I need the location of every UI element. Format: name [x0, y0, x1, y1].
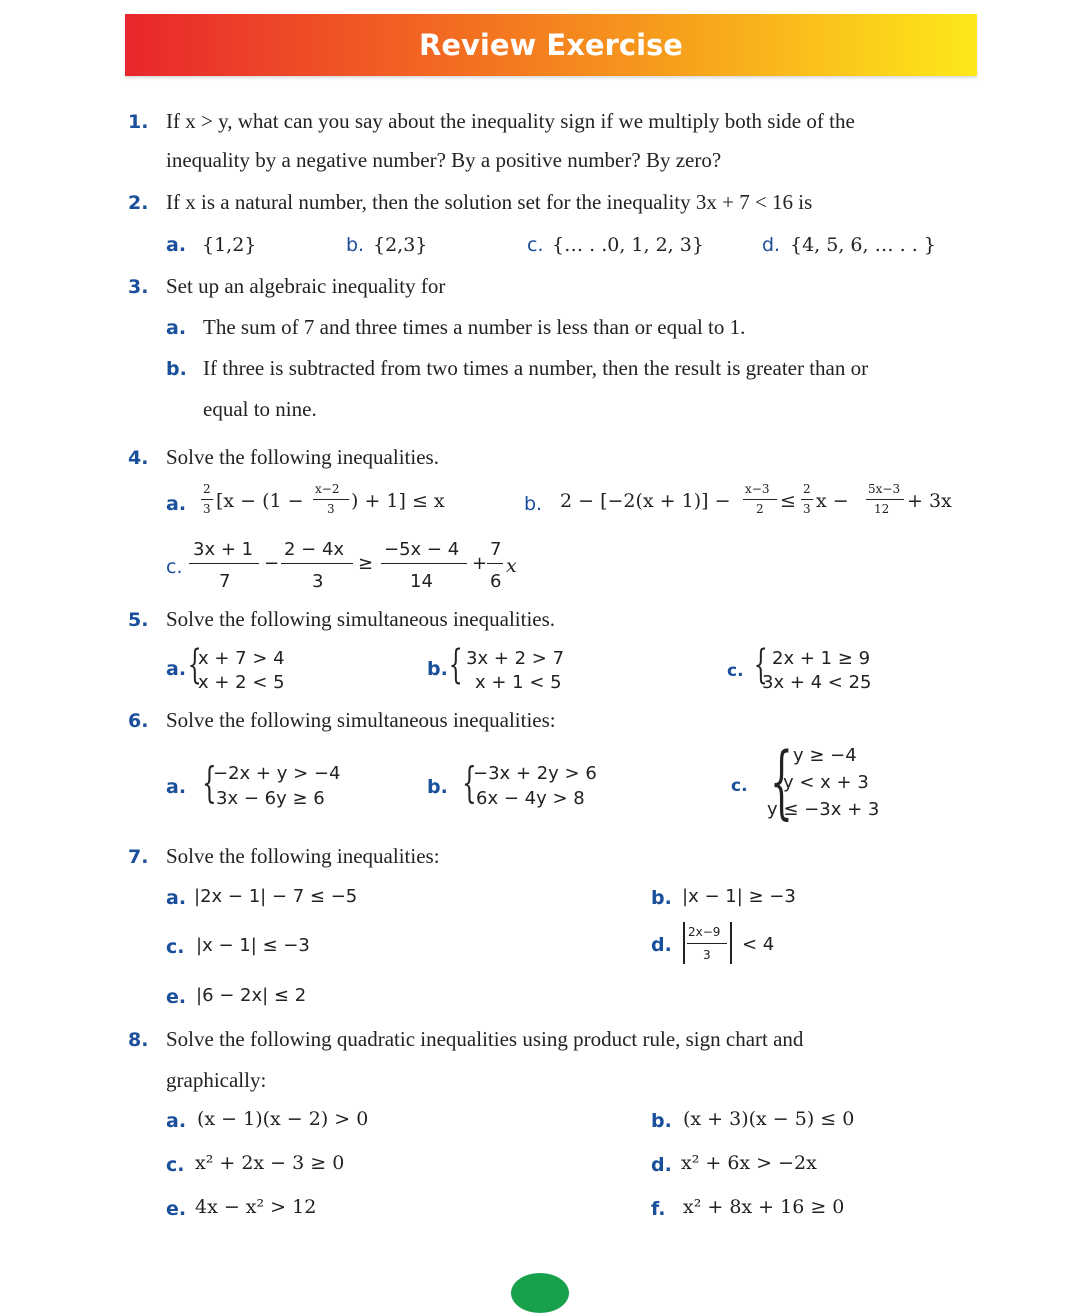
q4b-frac1-num: x−3 [745, 482, 770, 496]
q5-text: Solve the following simultaneous inequalities. [166, 607, 556, 631]
q5c-row1: 2x + 1 ≥ 9 [772, 648, 871, 669]
q2-option-d: {4, 5, 6, … . . } [790, 234, 936, 256]
q2-option-a-label: a. [166, 234, 187, 256]
q7d-rel: < 4 [742, 934, 775, 955]
q4c-frac2-den: 3 [312, 571, 324, 592]
q6c-row1: y ≥ −4 [793, 745, 857, 766]
q4c-frac2-num: 2 − 4x [284, 539, 345, 560]
q6b-row2: 6x − 4y > 8 [476, 788, 585, 809]
q7-number: 7. [128, 846, 149, 868]
q8a-expr: (x − 1)(x − 2) > 0 [197, 1108, 369, 1130]
q7d-abs-left [683, 922, 685, 964]
q7d-den: 3 [703, 948, 711, 962]
q4b-part2: x − [816, 490, 849, 512]
q4b-label: b. [524, 493, 543, 515]
q4-number: 4. [128, 447, 149, 469]
q4c-frac3-bar [381, 563, 467, 564]
q1-text-line1: If x > y, what can you say about the inequality sign if we multiply both side of the [166, 109, 855, 133]
q4c-minus: − [264, 553, 280, 574]
q3-b-text-line1: If three is subtracted from two times a number, then the result is greater than or [203, 356, 869, 380]
q4a-frac1-bar [201, 499, 213, 500]
q7a-label: a. [166, 887, 187, 909]
q6c-label: c. [731, 776, 748, 796]
page-marker [511, 1273, 569, 1313]
q4c-frac1-bar [189, 563, 259, 564]
q4c-frac1-num: 3x + 1 [193, 539, 254, 560]
q8-number: 8. [128, 1029, 149, 1051]
q7d-abs-right [730, 922, 732, 964]
q4a-frac1-num: 2 [203, 482, 211, 496]
q7a-expr: |2x − 1| − 7 ≤ −5 [194, 886, 358, 907]
q3-b-text-line2: equal to nine. [203, 397, 317, 421]
q7-text: Solve the following inequalities: [166, 844, 440, 868]
q4c-plus: + [472, 553, 488, 574]
q4b-part1: 2 − [−2(x + 1)] − [560, 490, 731, 512]
q5a-brace: { [187, 642, 202, 688]
q4b-frac3-num: 5x−3 [868, 482, 901, 496]
q4b-frac3-den: 12 [874, 502, 890, 516]
q4c-frac2-bar [281, 563, 353, 564]
q4b-frac2-bar [801, 499, 813, 500]
q5b-label: b. [427, 658, 448, 680]
q2-option-c: {… . .0, 1, 2, 3} [552, 234, 704, 256]
q8f-label: f. [651, 1198, 666, 1220]
q5b-brace: { [448, 642, 463, 688]
q4c-ge: ≥ [358, 553, 374, 574]
q4c-label: c. [166, 556, 183, 578]
q3-a-text: The sum of 7 and three times a number is less than or equal to 1. [203, 315, 746, 339]
q4a-part2: ) + 1] ≤ x [351, 490, 445, 512]
q3-a-label: a. [166, 317, 187, 339]
q4c-frac4-bar [487, 563, 503, 564]
q5b-row1: 3x + 2 > 7 [466, 648, 565, 669]
q7d-label: d. [651, 934, 672, 956]
q2-text: If x is a natural number, then the solution set for the inequality 3x + 7 < 16 is [166, 190, 813, 214]
q6c-brace: { [769, 735, 793, 828]
q4c-frac3-num: −5x − 4 [384, 539, 460, 560]
q7d-bar [687, 943, 727, 944]
q4b-frac2-den: 3 [803, 502, 811, 516]
q4a-frac2-den: 3 [327, 502, 335, 516]
q7c-label: c. [166, 936, 185, 958]
q3-text: Set up an algebraic inequality for [166, 274, 446, 298]
q5c-brace: { [753, 642, 768, 688]
q5-number: 5. [128, 609, 149, 631]
q8d-label: d. [651, 1154, 672, 1176]
q2-option-c-label: c. [527, 234, 544, 256]
q4b-frac2-num: 2 [803, 482, 811, 496]
q4c-frac3-den: 14 [410, 571, 433, 592]
q6c-row2: y < x + 3 [783, 772, 869, 793]
q2-option-a: {1,2} [202, 234, 257, 256]
q4c-frac1-den: 7 [219, 571, 231, 592]
q8b-expr: (x + 3)(x − 5) ≤ 0 [683, 1108, 855, 1130]
q5c-label: c. [727, 661, 744, 681]
q7e-label: e. [166, 986, 187, 1008]
q8-text-line1: Solve the following quadratic inequalities using product rule, sign chart and [166, 1027, 804, 1051]
q2-option-d-label: d. [762, 234, 781, 256]
q4c-frac4-num: 7 [490, 539, 502, 560]
q8b-label: b. [651, 1110, 672, 1132]
q8c-label: c. [166, 1154, 185, 1176]
title-banner [125, 14, 977, 76]
q4a-frac2-bar [313, 499, 349, 500]
q6-number: 6. [128, 710, 149, 732]
page-title: Review Exercise [419, 28, 683, 62]
q4b-le: ≤ [780, 490, 796, 512]
q2-number: 2. [128, 192, 149, 214]
q4c-frac4-den: 6 [490, 571, 502, 592]
q6b-label: b. [427, 776, 448, 798]
q7d-num: 2x−9 [688, 925, 721, 939]
q6b-brace: { [462, 758, 477, 807]
q2-option-b-label: b. [346, 234, 365, 256]
q5a-row1: x + 7 > 4 [198, 648, 285, 669]
q2-option-b: {2,3} [373, 234, 428, 256]
q4b-part3: + 3x [907, 490, 952, 512]
q4-text: Solve the following inequalities. [166, 445, 439, 469]
q1-number: 1. [128, 111, 149, 133]
q6a-row1: −2x + y > −4 [213, 763, 341, 784]
q1-text-line2: inequality by a negative number? By a positive number? By zero? [166, 148, 722, 172]
q8d-expr: x² + 6x > −2x [681, 1152, 817, 1174]
q4a-label: a. [166, 493, 187, 515]
q4b-frac1-bar [743, 499, 777, 500]
q6a-label: a. [166, 776, 187, 798]
q4c-x: x [506, 555, 517, 577]
q8e-label: e. [166, 1198, 187, 1220]
q8-text-line2: graphically: [166, 1068, 267, 1092]
q5b-row2: x + 1 < 5 [475, 672, 562, 693]
q7e-expr: |6 − 2x| ≤ 2 [196, 985, 307, 1006]
q4a-frac2-num: x−2 [315, 482, 340, 496]
q7c-expr: |x − 1| ≤ −3 [196, 935, 310, 956]
q3-number: 3. [128, 276, 149, 298]
q4b-frac1-den: 2 [756, 502, 764, 516]
q3-b-label: b. [166, 358, 187, 380]
q6a-brace: { [202, 758, 217, 807]
q6b-row1: −3x + 2y > 6 [473, 763, 597, 784]
q8c-expr: x² + 2x − 3 ≥ 0 [195, 1152, 345, 1174]
q6-text: Solve the following simultaneous inequalities: [166, 708, 556, 732]
q5a-label: a. [166, 658, 187, 680]
q8a-label: a. [166, 1110, 187, 1132]
q7b-label: b. [651, 887, 672, 909]
q6c-row3: y ≤ −3x + 3 [767, 799, 880, 820]
q8e-expr: 4x − x² > 12 [195, 1196, 317, 1218]
q4b-frac3-bar [866, 499, 904, 500]
q5c-row2: 3x + 4 < 25 [762, 672, 872, 693]
q8f-expr: x² + 8x + 16 ≥ 0 [683, 1196, 845, 1218]
q4a-frac1-den: 3 [203, 502, 211, 516]
q6a-row2: 3x − 6y ≥ 6 [216, 788, 325, 809]
q5a-row2: x + 2 < 5 [198, 672, 285, 693]
q7b-expr: |x − 1| ≥ −3 [682, 886, 796, 907]
q4a-part1: [x − (1 − [216, 490, 304, 512]
